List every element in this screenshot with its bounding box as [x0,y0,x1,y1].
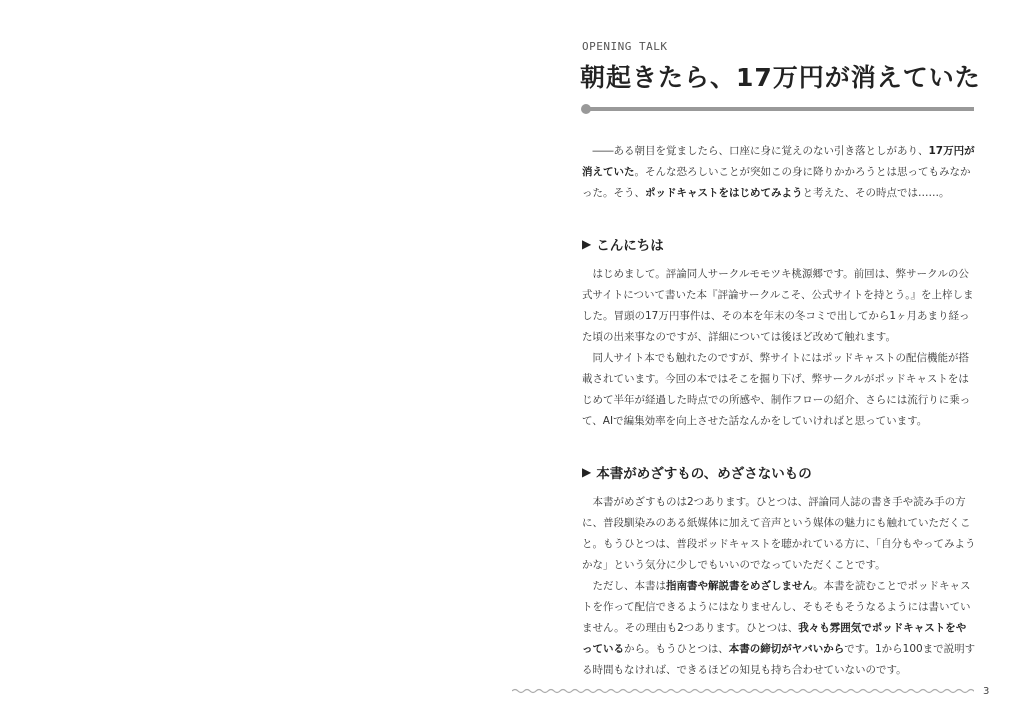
title-rule [580,103,974,115]
section-kicker: OPENING TALK [582,40,668,53]
lead-run: 。そんな恐ろしいことが突如この身に降りかかろうとは思ってもみなかった。そう、 [582,166,971,199]
section-heading-text: こんにちは [596,238,664,254]
body-paragraph: ただし、本書は指南書や解説書をめざしません。本書を読むことでポッドキャストを作って配信できるようにはなりませんし、そもそもそうなるようには書いていません。その理由も2つあります。ひとつは、我々も雰囲気でポッドキャストをやっているから。もうひとつは、本書の締切がヤバいからです。1から100まで説明する時間もなければ、できるほどの知見も持ち合わせていないのです。 [582,580,976,676]
lead-paragraph [582,141,976,204]
body-paragraph: 本書がめざすものは2つあります。ひとつは、評論同人誌の書き手や読み手の方に、普段馴染みのある紙媒体に加えて音声という媒体の魅力にも触れていただくこと。もうひとつは、普段ポッドキャストを聴かれている方に、「自分もやってみようかな」という気分に少しでもいいのでなっていただくことです。 [582,496,976,571]
body-paragraph: はじめまして。評論同人サークルモモツキ桃源郷です。前回は、弊サークルの公式サイトについて書いた本『評論サークルこそ、公式サイトを持とう。』を上梓しました。冒頭の17万円事件は、その本を年末の冬コミで出してから1ヶ月あまり経った頃の出来事なのですが、詳細については後ほど改めて触れます。 [582,268,974,343]
section-heading-text: 本書がめざすもの、めざさないもの [596,466,812,482]
section-goals-body [582,492,976,681]
lead-run: と考えた、その時点では……。 [802,187,950,199]
lead-bold-run: ポッドキャストをはじめてみよう [645,187,803,199]
section-heading-hello [582,234,664,254]
triangle-bullet-icon: ▶ [582,465,592,479]
page-title: 朝起きたら、17万円が消えていた [580,63,981,92]
section-heading-goals [582,462,812,482]
footer-wave-divider [512,687,974,695]
triangle-bullet-icon: ▶ [582,237,592,251]
body-paragraph: 同人サイト本でも触れたのですが、弊サイトにはポッドキャストの配信機能が搭載されています。今回の本ではそこを掘り下げ、弊サークルがポッドキャストをはじめて半年が経過した時点での所感や、制作フローの紹介、さらには流行りに乗って、AIで編集効率を向上させた話なんかをしていければと思っています。 [582,352,971,427]
lead-run: ――ある朝目を覚ましたら、口座に身に覚えのない引き落としがあり、 [592,145,929,157]
lead-text [582,141,976,204]
lead-bold-run: 17万円が消えていた [582,145,975,178]
section-hello-body [582,264,976,432]
page-number: 3 [983,686,990,697]
